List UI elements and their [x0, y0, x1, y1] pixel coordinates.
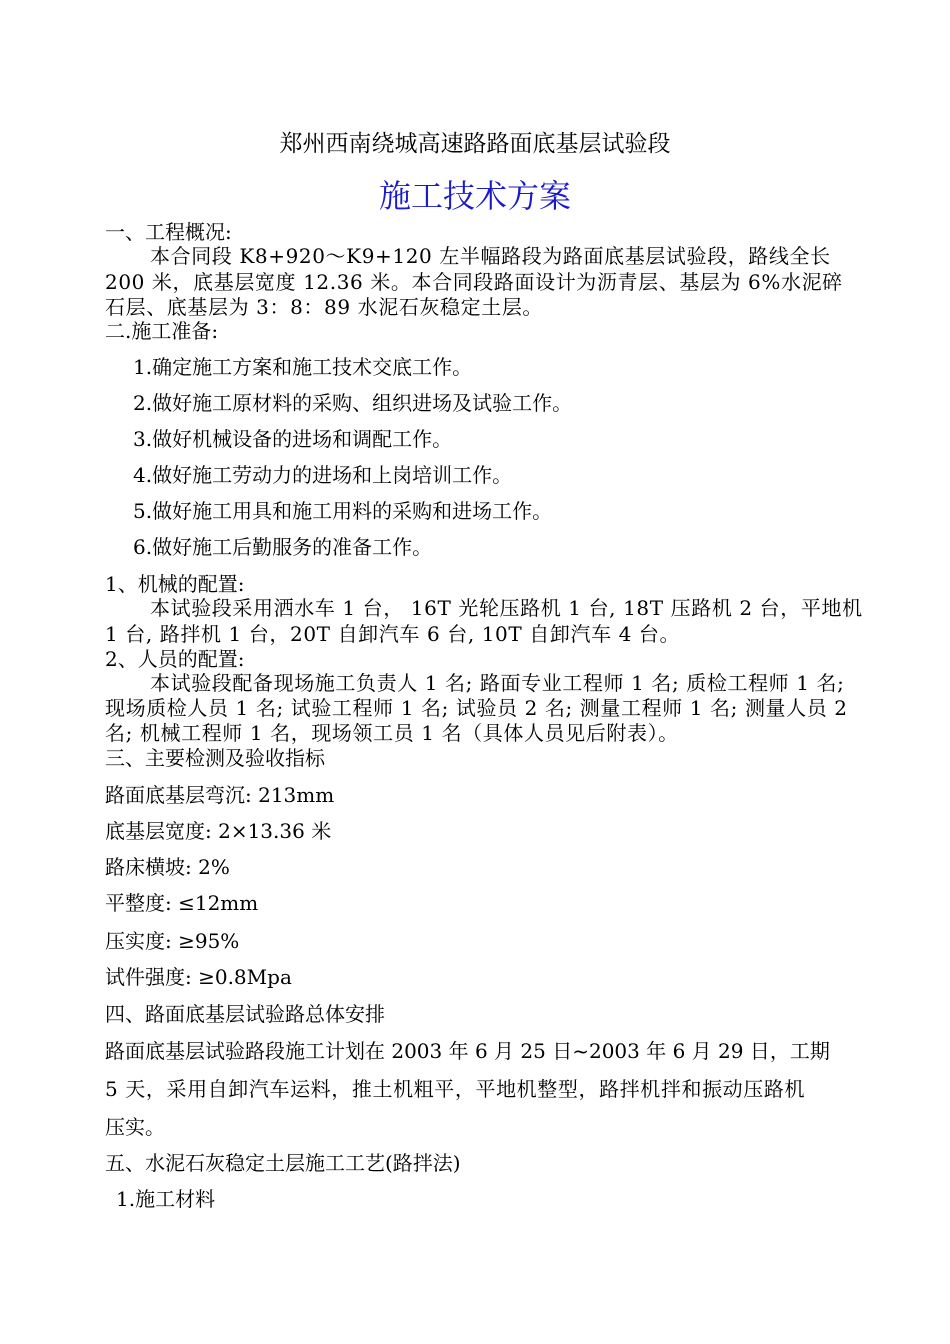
- section-4-heading: 四、路面底基层试验路总体安排: [105, 1002, 385, 1026]
- paragraph-line: 本试验段配备现场施工负责人 1 名; 路面专业工程师 1 名; 质检工程师 1 名;: [150, 671, 845, 695]
- document-title: 郑州西南绕城高速路路面底基层试验段: [279, 131, 671, 157]
- section-1-heading: 一、工程概况:: [105, 220, 232, 244]
- paragraph-line: 石层、底基层为 3：8：89 水泥石灰稳定土层。: [105, 295, 544, 319]
- prep-item: 4.做好施工劳动力的进场和上岗培训工作。: [133, 463, 513, 487]
- section-5-heading: 五、水泥石灰稳定土层施工工艺(路拌法): [105, 1151, 461, 1175]
- prep-item: 2.做好施工原材料的采购、组织进场及试验工作。: [133, 391, 573, 415]
- paragraph-line: 5 天，采用自卸汽车运料，推土机粗平，平地机整型，路拌机拌和振动压路机: [105, 1077, 806, 1101]
- prep-item: 3.做好机械设备的进场和调配工作。: [133, 427, 453, 451]
- paragraph-line: 本合同段 K8+920～K9+120 左半幅路段为路面底基层试验段，路线全长: [150, 244, 831, 268]
- prep-item: 1.确定施工方案和施工技术交底工作。: [133, 355, 473, 379]
- paragraph-line: 路面底基层试验路段施工计划在 2003 年 6 月 25 日~2003 年 6 月 29 日，工期: [105, 1039, 830, 1063]
- indicator-item: 路面底基层弯沉: 213mm: [105, 783, 335, 807]
- machinery-heading: 1、机械的配置:: [105, 572, 245, 596]
- indicator-item: 平整度: ≤12mm: [105, 891, 259, 915]
- list-item: 1.施工材料: [116, 1187, 216, 1211]
- document-subtitle: 施工技术方案: [378, 177, 571, 215]
- paragraph-line: 压实。: [105, 1115, 165, 1139]
- paragraph-line: 名; 机械工程师 1 名，现场领工员 1 名（具体人员见后附表）。: [105, 721, 679, 745]
- prep-item: 6.做好施工后勤服务的准备工作。: [133, 535, 433, 559]
- paragraph-line: 本试验段采用洒水车 1 台， 16T 光轮压路机 1 台, 18T 压路机 2 台，平地机: [150, 596, 863, 620]
- indicator-item: 压实度: ≥95%: [105, 929, 240, 953]
- indicator-item: 路床横坡: 2%: [105, 855, 230, 879]
- paragraph-line: 200 米，底基层宽度 12.36 米。本合同段路面设计为沥青层、基层为 6%水泥碎: [105, 270, 843, 294]
- prep-item: 5.做好施工用具和施工用料的采购和进场工作。: [133, 499, 553, 523]
- paragraph-line: 1 台, 路拌机 1 台，20T 自卸汽车 6 台, 10T 自卸汽车 4 台。: [105, 622, 681, 646]
- staff-heading: 2、人员的配置:: [105, 647, 245, 671]
- section-3-heading: 三、主要检测及验收指标: [105, 746, 325, 770]
- indicator-item: 底基层宽度: 2×13.36 米: [105, 819, 332, 843]
- paragraph-line: 现场质检人员 1 名; 试验工程师 1 名; 试验员 2 名; 测量工程师 1 名; 测量人员 2: [105, 696, 848, 720]
- indicator-item: 试件强度: ≥0.8Mpa: [105, 965, 292, 989]
- section-2-heading: 二.施工准备:: [105, 319, 219, 343]
